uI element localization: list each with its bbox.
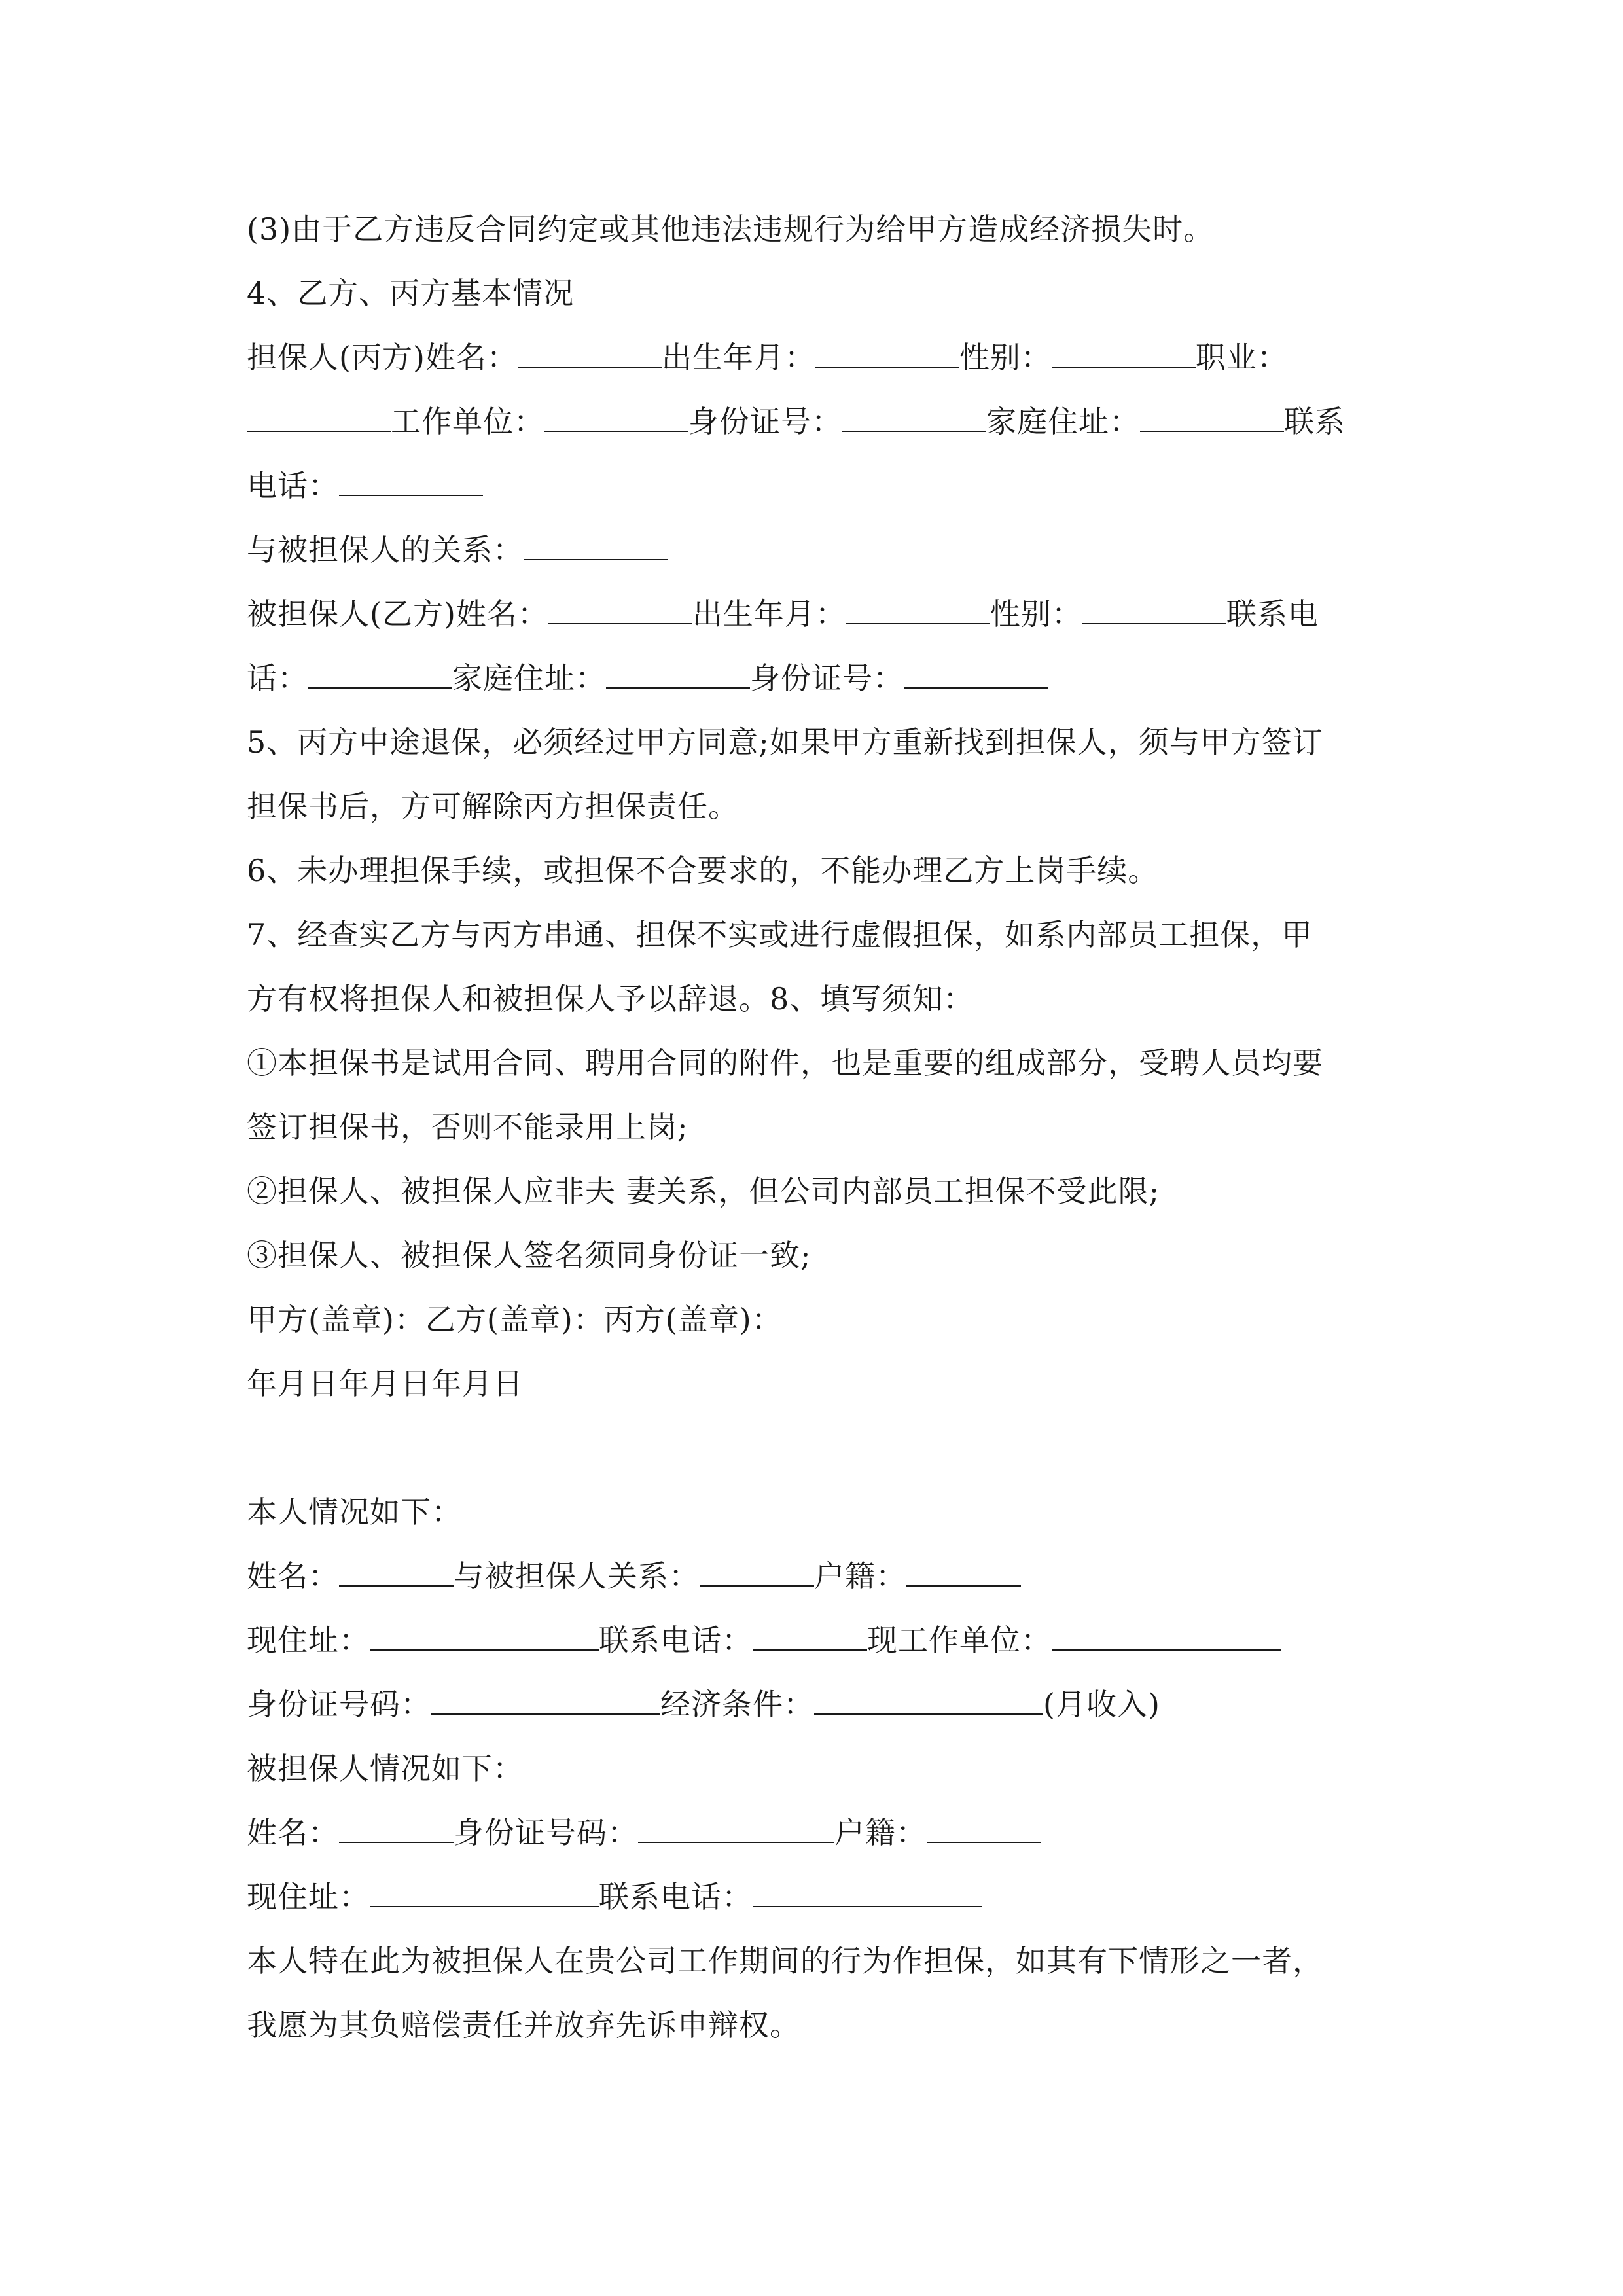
guarantor-job-label: 职业： [1195, 340, 1288, 375]
self-address-label: 现住址： [247, 1623, 370, 1658]
note-1-line-1: ①本担保书是试用合同、聘用合同的附件，也是重要的组成部分，受聘人员均要 [247, 1045, 1323, 1081]
guarantor-id-label: 身份证号： [688, 404, 842, 439]
guaranteed-phone-label-part2: 话： [247, 660, 308, 696]
seal-line: 甲方(盖章)：乙方(盖章)：丙方(盖章)： [247, 1302, 783, 1337]
note-2: ②担保人、被担保人应非夫 妻关系，但公司内部员工担保不受此限; [247, 1174, 1160, 1209]
note-1-line-2: 签订担保书，否则不能录用上岗; [247, 1109, 688, 1145]
guarantor-contact-label-part1: 联系 [1284, 404, 1346, 439]
self-id-blank[interactable] [431, 1687, 660, 1715]
date-line: 年月日年月日年月日 [247, 1366, 524, 1401]
gp-name-blank[interactable] [339, 1816, 454, 1843]
self-hukou-label: 户籍： [814, 1558, 906, 1594]
guarantor-employer-label: 工作单位： [391, 404, 544, 439]
self-hukou-blank[interactable] [906, 1559, 1021, 1587]
guarantor-name-blank[interactable] [518, 340, 662, 368]
self-phone-label: 联系电话： [599, 1623, 753, 1658]
gp-id-blank[interactable] [638, 1816, 834, 1843]
guarantor-gender-label: 性别： [959, 340, 1052, 375]
guarantor-address-label: 家庭住址： [986, 404, 1140, 439]
gp-hukou-blank[interactable] [927, 1816, 1041, 1843]
relationship-row [247, 530, 668, 569]
self-phone-blank[interactable] [753, 1623, 867, 1651]
guarantor-address-blank[interactable] [1140, 404, 1284, 432]
self-economic-blank[interactable] [814, 1687, 1043, 1715]
clause-7-line-1: 7、经查实乙方与丙方串通、担保不实或进行虚假担保，如系内部员工担保，甲 [247, 917, 1313, 952]
gp-id-label: 身份证号码： [454, 1815, 638, 1850]
self-name-blank[interactable] [339, 1559, 454, 1587]
self-info-row-2 [247, 1621, 1281, 1660]
self-info-heading: 本人情况如下： [247, 1494, 462, 1530]
gp-name-label: 姓名： [247, 1815, 339, 1850]
relationship-blank[interactable] [524, 533, 668, 560]
guaranteed-person-row-1 [247, 1813, 1041, 1852]
guaranteed-address-label: 家庭住址： [452, 660, 606, 696]
section-4-heading: 4、乙方、丙方基本情况 [247, 276, 575, 311]
guarantor-birth-blank[interactable] [815, 340, 959, 368]
self-relation-blank[interactable] [700, 1559, 814, 1587]
self-info-row-3 [247, 1685, 1160, 1724]
clause-6: 6、未办理担保手续，或担保不合要求的，不能办理乙方上岗手续。 [247, 853, 1159, 888]
self-employer-label: 现工作单位： [867, 1623, 1052, 1658]
guarantor-phone-label: 电话： [247, 468, 339, 503]
guaranteed-name-blank[interactable] [548, 597, 692, 624]
guaranteed-id-label: 身份证号： [750, 660, 904, 696]
clause-3-text: (3)由于乙方违反合同约定或其他违法违规行为给甲方造成经济损失时。 [247, 211, 1215, 247]
guarantor-info-row-2 [247, 402, 1346, 441]
guaranteed-gender-blank[interactable] [1082, 597, 1226, 624]
guaranteed-phone-label-part1: 联系电 [1226, 596, 1319, 632]
declaration-line-1: 本人特在此为被担保人在贵公司工作期间的行为作担保，如其有下情形之一者， [247, 1943, 1323, 1979]
relationship-label: 与被担保人的关系： [247, 532, 524, 567]
guaranteed-name-label: 被担保人(乙方)姓名： [247, 596, 548, 632]
self-address-blank[interactable] [370, 1623, 599, 1651]
guarantor-gender-blank[interactable] [1052, 340, 1196, 368]
note-3: ③担保人、被担保人签名须同身份证一致; [247, 1238, 812, 1273]
self-id-label: 身份证号码： [247, 1687, 431, 1722]
guaranteed-person-heading: 被担保人情况如下： [247, 1751, 524, 1786]
clause-5-line-1: 5、丙方中途退保，必须经过甲方同意;如果甲方重新找到担保人，须与甲方签订 [247, 725, 1323, 760]
self-employer-blank[interactable] [1052, 1623, 1281, 1651]
guaranteed-info-row-1 [247, 594, 1319, 634]
self-relation-label: 与被担保人关系： [454, 1558, 700, 1594]
guaranteed-birth-blank[interactable] [846, 597, 990, 624]
clause-7-line-2: 方有权将担保人和被担保人予以辞退。8、填写须知： [247, 981, 974, 1016]
guaranteed-address-blank[interactable] [606, 661, 750, 689]
gp-address-blank[interactable] [370, 1880, 599, 1907]
guaranteed-id-blank[interactable] [904, 661, 1048, 689]
guarantor-job-blank[interactable] [247, 404, 391, 432]
self-economic-label: 经济条件： [660, 1687, 814, 1722]
self-name-label: 姓名： [247, 1558, 339, 1594]
guarantor-id-blank[interactable] [842, 404, 986, 432]
gp-phone-blank[interactable] [753, 1880, 982, 1907]
guarantor-info-row-3 [247, 466, 483, 505]
guarantor-employer-blank[interactable] [544, 404, 688, 432]
guarantor-name-label: 担保人(丙方)姓名： [247, 340, 518, 375]
guaranteed-gender-label: 性别： [990, 596, 1082, 632]
guaranteed-birth-label: 出生年月： [692, 596, 846, 632]
clause-5-line-2: 担保书后，方可解除丙方担保责任。 [247, 789, 739, 824]
declaration-line-2: 我愿为其负赔偿责任并放弃先诉申辩权。 [247, 2007, 800, 2043]
guarantor-phone-blank[interactable] [339, 469, 483, 496]
self-info-row-1 [247, 1556, 1021, 1596]
guarantor-info-row-1 [247, 338, 1288, 377]
self-income-note: (月收入) [1043, 1687, 1160, 1722]
guaranteed-phone-blank[interactable] [308, 661, 452, 689]
guaranteed-person-row-2 [247, 1877, 982, 1916]
guaranteed-info-row-2 [247, 658, 1048, 698]
guarantor-birth-label: 出生年月： [661, 340, 815, 375]
gp-phone-label: 联系电话： [599, 1879, 753, 1914]
gp-hukou-label: 户籍： [834, 1815, 927, 1850]
gp-address-label: 现住址： [247, 1879, 370, 1914]
